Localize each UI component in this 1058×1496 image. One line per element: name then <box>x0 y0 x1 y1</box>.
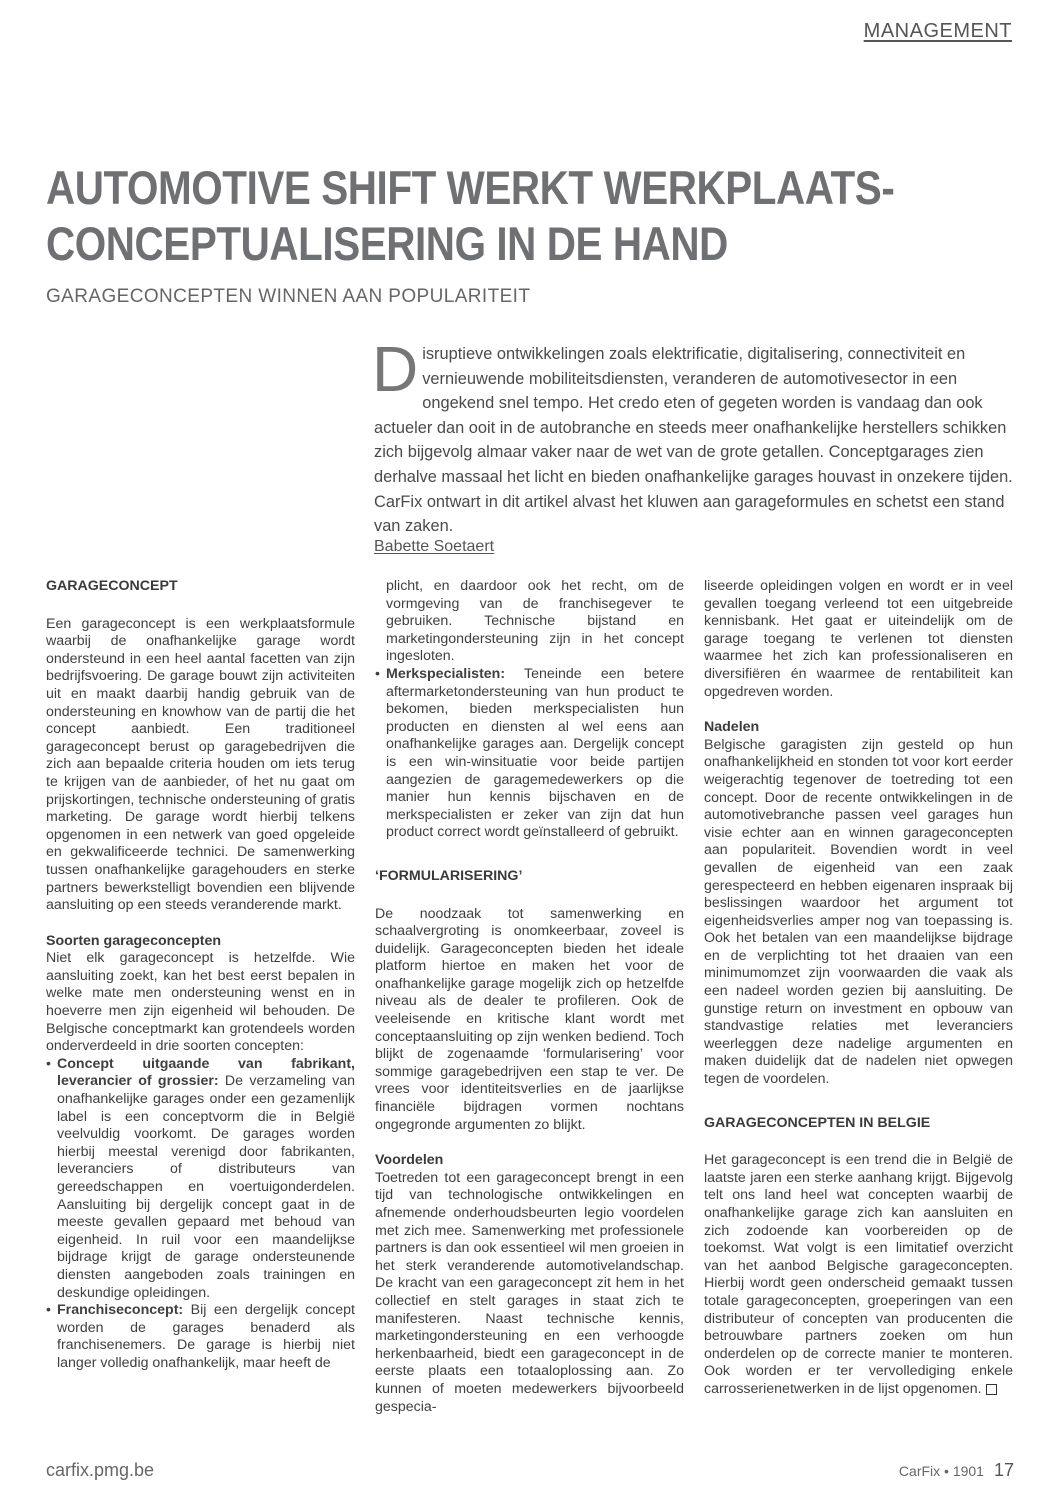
paragraph-text: Het garageconcept is een trend die in België de laatste jaren een sterke aanhang krijgt. Bijgevolg telt ons land heel wat concepten waarbij de onafhankelijke garage zich kan aansluiten en zich zodoende kan voorbereiden op de toekomst. Wat volgt is een limitatief overzicht van het aanbod Belgische garageconcepten. Hierbij wordt geen onderscheid gemaakt tussen totale garageconcepten, groeperingen van een distributeur of concepten van producenten die betrouwbare partners zoeken om hun onderdelen op de correcte manier te monteren. Ook worden er ter vervollediging enkele carrosserienetwerken in de lijst opgenomen. <box>704 1152 1013 1397</box>
subheading-voordelen: Voordelen <box>375 1152 444 1169</box>
list-item <box>46 1056 355 1302</box>
paragraph: Toetreden tot een garageconcept brengt in een tijd van technologische ontwikkelingen en afnemende onderhoudsbeurten legio voordelen met zich mee. Samenwerking met professionele partners is dan ook essentieel wil men groeien in het sterk veranderende automotivelandschap. De kracht van een garageconcept zit hem in het collectief en stelt garages in staat zich te manifesteren. Naast technische kennis, marketingondersteuning en een verhoogde herkenbaarheid, biedt een garageconcept in de eerste plaats een totaaloplossing aan. Zo kunnen of moeten medewerkers bijvoorbeeld gespecia- <box>375 1169 684 1415</box>
heading-garageconcept: GARAGECONCEPT <box>46 578 178 594</box>
paragraph: Belgische garagisten zijn gesteld op hun onafhankelijkheid en stonden tot voor kort eerder weigerachtig tegenover de toetreding tot een concept. Door de recente ontwikkelingen in de automotivebranche passen veel garages hun visie echter aan en winnen garageconcepten aan populariteit. Bovendien wordt in veel gevallen de eigenheid van een zaak gerespecteerd en hebben eigenaren inspraak bij beslissingen waardoor het argument tot eigenheidsverlies amper nog van toepassing is. Ook het betalen van een maandelijkse bijdrage en de verplichting tot het draaien van een minimumomzet zijn voorwaarden die vaak als een nadeel worden gezien bij aansluiting. De gunstige return on investment en opbouw van standvastige relaties met leveranciers weerleggen deze nadelige argumenten en maken duidelijk dat de nadelen niet opwegen tegen de voordelen. <box>704 736 1013 1088</box>
list-item-text: De verzameling van onafhankelijke garages onder een gezamenlijk label is een conceptvorm die in België veelvuldig voorkomt. De garages worden hierbij meestal verenigd door fabrikanten, leveranciers of distributeurs van gereedschappen en voertuigonderdelen. Aansluiting bij dergelijk concept gaat in de meeste gevallen gepaard met behoud van eigenheid. In ruil voor een maandelijkse bijdrage krijgt de garage ondersteunende diensten aangeboden zoals trainingen en deskundige opleidingen. <box>57 1073 355 1301</box>
article-column-2 <box>375 578 684 1416</box>
subheading-nadelen: Nadelen <box>704 719 760 736</box>
list-item-title: Merkspecialisten: <box>386 665 506 682</box>
paragraph-continued: plicht, en daardoor ook het recht, om de vormgeving van de franchisegever te gebruiken. Technische bijstand en marketingondersteuning zijn in het concept ingesloten. <box>386 578 684 665</box>
paragraph: Een garageconcept is een werkplaatsformule waarbij de onafhankelijke garage wordt ondersteund in een heel aantal facetten van zijn bedrijfsvoering. De garage bouwt zijn activiteiten uit en maakt daarbij handig gebruik van de ondersteuning en knowhow van de partij die het concept aanbiedt. Een traditioneel garageconcept berust op garagebedrijven die zich aan bepaalde criteria houden om iets terug te krijgen van de aanbieder, of het nu gaat om prijskortingen, technische ondersteuning of gratis marketing. De garage wordt hierbij telkens opgenomen in een netwerk van goed opgeleide en gekwalificeerde technici. De samenwerking tussen onafhankelijke garagehouders en sterke partners bewerkstelligt bovendien een blijvende aansluiting op een steeds veranderende markt. <box>46 615 355 914</box>
headline-line-2: CONCEPTUALISERING IN DE HAND <box>46 217 728 270</box>
paragraph: De noodzaak tot samenwerking en schaalvergroting is onomkeerbaar, zoveel is duidelijk. Garageconcepten bieden het ideale platform hiertoe en maken het voor de onafhankelijke garage mogelijk zich op hetzelfde niveau als de dealer te profileren. Ook de veeleisende en kritische klant wordt met conceptaansluiting op zijn wenken bediend. Toch blijkt de zogenaamde ‘formularisering’ voor sommige garagebedrijven een stap te ver. De vrees voor identiteitsverlies en de jaarlijkse financiële bijdragen vormen nochtans ongegronde argumenten zo blijkt. <box>375 905 684 1133</box>
article-intro <box>372 333 1014 539</box>
footer-issue <box>899 1460 1014 1481</box>
list-item-text: Teneinde een betere aftermarketondersteuning van hun product te bekomen, bieden merkspecialisten hun producten en diensten al wel eens aan onafhankelijke garages aan. Dergelijk concept is een win-winsituatie voor beide partijen aangezien de garagemedewerkers op die manier hun kennis bijschaven en de merkspecialisten er zeker van zijn dat hun product correct wordt geïnstalleerd of gebruikt. <box>386 665 684 841</box>
concept-types-list <box>46 1056 355 1373</box>
heading-formularisering: ‘FORMULARISERING’ <box>375 867 523 884</box>
headline-line-1: AUTOMOTIVE SHIFT WERKT WERKPLAATS- <box>46 161 895 214</box>
list-item-title: Concept uitgaande van fabrikant, leverancier of grossier: <box>57 1055 355 1090</box>
article-headline <box>46 160 1026 272</box>
issue-label: CarFix • 1901 <box>898 1463 984 1479</box>
article-subheadline: GARAGECONCEPTEN WINNEN AAN POPULARITEIT <box>46 286 531 307</box>
list-item-title: Franchiseconcept: <box>57 1302 184 1319</box>
author-byline[interactable]: Babette Soetaert <box>374 538 495 555</box>
paragraph <box>704 1152 1013 1398</box>
paragraph: Niet elk garageconcept is hetzelfde. Wie aansluiting zoekt, kan het best eerst bepalen in welke mate men ondersteuning wenst en in hoeverre men zijn eigenheid wil behouden. De Belgische conceptmarkt kan grotendeels worden onderverdeeld in drie soorten concepten: <box>46 950 355 1055</box>
heading-garageconcepten-belgie: GARAGECONCEPTEN IN BELGIE <box>704 1114 931 1131</box>
footer-website[interactable]: carfix.pmg.be <box>46 1460 155 1480</box>
article-column-3 <box>704 578 1013 1399</box>
paragraph-continued: liseerde opleidingen volgen en wordt er in veel gevallen toegang verleend tot een uitgebreide kennisbank. Het gaat er uiteindelijk om de garage toegang te verlenen tot diensten waarmee het zich kan professionaliseren en diversifiëren én waarmee de rentabiliteit kan opgedreven worden. <box>704 578 1013 700</box>
intro-dropcap: D <box>372 333 419 405</box>
subheading-soorten: Soorten garageconcepten <box>46 932 222 949</box>
list-item <box>375 666 684 842</box>
list-item-text: Bij een dergelijk concept worden de garages benaderd als franchisenemers. De garage is hierbij niet langer volledig onafhankelijk, maar heeft de <box>57 1302 355 1371</box>
intro-text: isruptieve ontwikkelingen zoals elektrificatie, digitalisering, connectiviteit en vernieuwende mobiliteitsdiensten, veranderen de automotivesector in een ongekend snel tempo. Het credo eten of gegeten worden is vandaag dan ook actueler dan ooit in de autobranche en steeds meer onafhankelijke herstellers schikken zich bijgevolg almaar vaker naar de wet van de grote getallen. Conceptgarages zien derhalve massaal het licht en bieden onafhankelijke garages houvast in onzekere tijden. CarFix ontwart in dit artikel alvast het kluwen aan garageformules en schetst een stand van zaken. <box>374 345 1013 536</box>
page-number: 17 <box>993 1460 1014 1480</box>
concept-types-list-cont <box>375 666 684 842</box>
article-column-1 <box>46 578 355 1373</box>
end-of-article-icon <box>986 1384 997 1395</box>
list-item <box>46 1302 355 1372</box>
section-label: MANAGEMENT <box>863 20 1012 42</box>
